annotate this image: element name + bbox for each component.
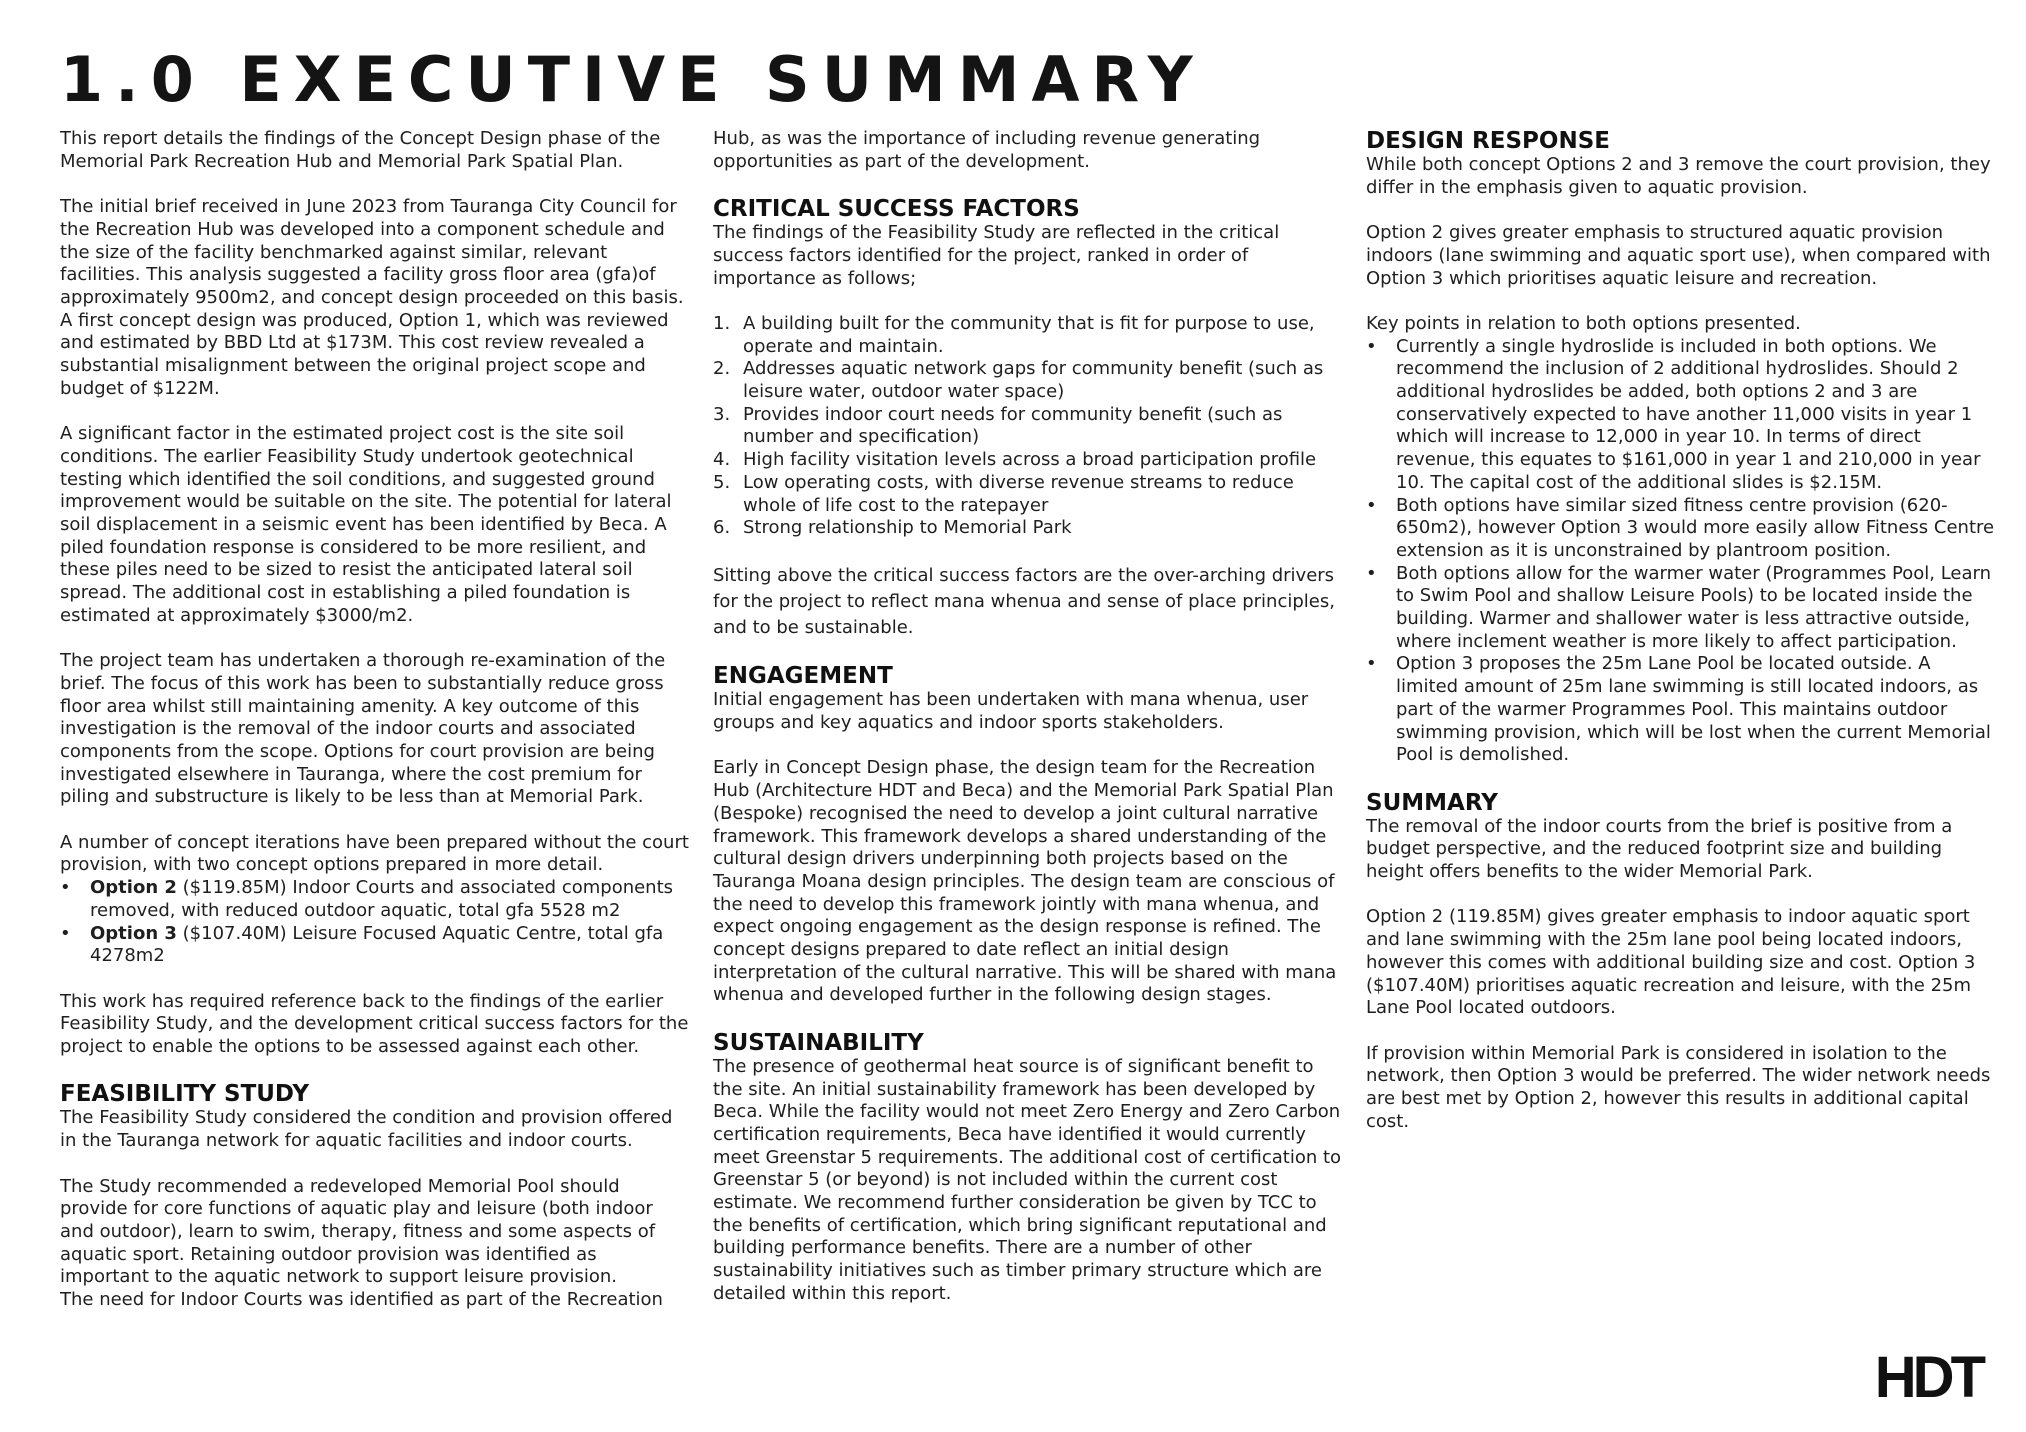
list-text: Provides indoor court needs for community benefit (such as number and specification) xyxy=(743,403,1283,448)
brief-paragraph: The initial brief received in June 2023 from Tauranga City Council for the Recreation Hub was developed into a component schedule and the size of the facility benchmarked against similar, relevant facilities. This analysis suggested a facility gross floor area (gfa)of approximately 9500m2, and concept design proceeded on this basis. A first concept design was produced, Option 1, which was reviewed and estimated by BBD Ltd at $173M. This cost review revealed a substantial misalignment between the original project scope and budget of $122M. xyxy=(60,196,684,399)
column-3 xyxy=(1366,128,1996,1156)
list-item xyxy=(60,877,690,922)
list-text: Option 3 proposes the 25m Lane Pool be located outside. A limited amount of 25m lane swimming is still located indoors, as part of the warmer Programmes Pool. This maintains outdoor swimming provision, which will be lost when the current Memorial Pool is demolished. xyxy=(1396,653,1991,766)
list-item xyxy=(1366,653,1996,767)
reexamination-paragraph: The project team has undertaken a thorough re-examination of the brief. The focus of this work has been to substantially reduce gross floor area whilst still maintaining amenity. A key outcome of this investigation is the removal of the indoor courts and associated components from the scope. Options for court provision are being investigated elsewhere in Tauranga, where the cost premium for piling and substructure is likely to be less than at Memorial Park. xyxy=(60,650,666,808)
cultural-paragraph: Early in Concept Design phase, the design team for the Recreation Hub (Architecture HDT and Beca) and the Memorial Park Spatial Plan (Bespoke) recognised the need to develop a joint cultural narrative framework. This framework develops a shared understanding of the cultural design drivers underpinning both projects based on the Tauranga Moana design principles. The design team are conscious of the need to develop this framework jointly with mana whenua, and expect ongoing engagement as the design response is refined. The concept designs prepared to date reflect an initial design interpretation of the cultural narrative. This will be shared with mana whenua and developed further in the following design stages. xyxy=(713,757,1337,1006)
option-text: ($107.40M) Leisure Focused Aquatic Centre, total gfa 4278m2 xyxy=(90,922,664,967)
list-item xyxy=(713,472,1343,517)
list-number: 6. xyxy=(713,517,731,539)
list-text: High facility visitation levels across a broad participation profile xyxy=(743,449,1317,471)
list-text: Addresses aquatic network gaps for community benefit (such as leisure water, outdoor water space) xyxy=(743,358,1324,402)
option-label: Option 3 xyxy=(90,922,177,944)
bullet-icon: • xyxy=(60,922,71,944)
sustainability-heading: SUSTAINABILITY xyxy=(713,1029,924,1056)
engagement-paragraph: Initial engagement has been undertaken with mana whenua, user groups and key aquatics and indoor sports stakeholders. xyxy=(713,689,1309,733)
feasibility-paragraph: The Feasibility Study considered the condition and provision offered in the Tauranga network for aquatic facilities and indoor courts. xyxy=(60,1107,673,1152)
bullet-icon: • xyxy=(1366,562,1377,584)
bullet-icon: • xyxy=(60,877,71,899)
list-number: 3. xyxy=(713,403,731,425)
list-text: Both options have similar sized fitness centre provision (620-650m2), however Option 3 would more easily allow Fitness Centre extension as it is unconstrained by plantroom position. xyxy=(1396,494,1995,561)
drivers-paragraph: Sitting above the critical success factors are the over-arching drivers for the project to reflect mana whenua and sense of place principles, and to be sustainable. xyxy=(713,564,1335,638)
key-points-paragraph: Key points in relation to both options presented. xyxy=(1366,312,1801,334)
study-paragraph: The Study recommended a redeveloped Memorial Pool should provide for core functions of aquatic play and leisure (both indoor and outdoor), learn to swim, therapy, fitness and some aspects of aquatic sport. Retaining outdoor provision was identified as important to the aquatic network to support leisure provision. xyxy=(60,1175,656,1288)
option-comparison-paragraph: Option 2 (119.85M) gives greater emphasis to indoor aquatic sport and lane swimming with the 25m lane pool being located indoors, however this comes with additional building size and cost. Option 3 ($107.40M) prioritises aquatic recreation and leisure, with the 25m Lane Pool located outdoors. xyxy=(1366,906,1976,1019)
page-title: 1.0 EXECUTIVE SUMMARY xyxy=(60,43,1205,116)
list-text: Both options allow for the warmer water (Programmes Pool, Learn to Swim Pool and shallow Leisure Pools) to be located inside the building. Warmer and shallower water is less attractive outside, where inclement weather is more likely to affect participation. xyxy=(1396,562,1992,652)
soil-paragraph: A significant factor in the estimated project cost is the site soil conditions. The earlier Feasibility Study undertook geotechnical testing which identified the soil conditions, and suggested ground improvement would be suitable on the site. The potential for lateral soil displacement in a seismic event has been identified by Beca. A piled foundation response is considered to be more resilient, and these piles need to be sized to resist the anticipated lateral soil spread. The additional cost in establishing a piled foundation is estimated at approximately $3000/m2. xyxy=(60,423,672,626)
key-points-list xyxy=(1366,336,1996,767)
list-item xyxy=(713,449,1343,472)
summary-paragraph: The removal of the indoor courts from the brief is positive from a budget perspective, and the reduced footprint size and building height offers benefits to the wider Memorial Park. xyxy=(1366,815,1953,883)
network-paragraph: If provision within Memorial Park is considered in isolation to the network, then Option 3 would be preferred. The wider network needs are best met by Option 2, however this results in additional capital cost. xyxy=(1366,1042,1991,1132)
hdt-logo: HDT xyxy=(1874,1345,1982,1410)
list-item xyxy=(1366,563,1996,654)
list-item xyxy=(713,358,1343,403)
list-text: Strong relationship to Memorial Park xyxy=(743,517,1072,539)
list-item xyxy=(713,517,1343,540)
list-item xyxy=(1366,336,1996,495)
design-response-paragraph: While both concept Options 2 and 3 remove the court provision, they differ in the emphasis given to aquatic provision. xyxy=(1366,154,1991,198)
bullet-icon: • xyxy=(1366,653,1377,675)
bullet-icon: • xyxy=(1366,335,1377,357)
column-1 xyxy=(60,128,690,1334)
concept-iterations-paragraph: A number of concept iterations have been prepared without the court provision, with two concept options prepared in more detail. xyxy=(60,831,689,876)
sustainability-paragraph: The presence of geothermal heat source is of significant benefit to the site. An initial sustainability framework has been developed by Beca. While the facility would not meet Zero Energy and Zero Carbon certification requirements, Beca have identified it would currently meet Greenstar 5 requirements. The additional cost of certification to Greenstar 5 (or beyond) is not included within the current cost estimate. We recommend further consideration be given by TCC to the benefits of certification, which bring significant reputational and building performance benefits. There are a number of other sustainability initiatives such as timber primary structure which are detailed within this report. xyxy=(713,1055,1342,1304)
feasibility-heading: FEASIBILITY STUDY xyxy=(60,1081,310,1108)
option-emphasis-paragraph: Option 2 gives greater emphasis to structured aquatic provision indoors (lane swimming and aquatic sport use), when compared with Option 3 which prioritises aquatic leisure and recreation. xyxy=(1366,222,1991,289)
list-number: 4. xyxy=(713,449,731,471)
summary-heading: SUMMARY xyxy=(1366,789,1498,816)
design-response-heading: DESIGN RESPONSE xyxy=(1366,128,1610,154)
list-number: 5. xyxy=(713,471,731,493)
csf-list xyxy=(713,313,1343,540)
courts-paragraph: The need for Indoor Courts was identified as part of the Recreation xyxy=(60,1289,663,1311)
list-item xyxy=(713,404,1343,449)
option-text: ($119.85M) Indoor Courts and associated components removed, with reduced outdoor aquatic, total gfa 5528 m2 xyxy=(90,877,674,921)
list-text: A building built for the community that is fit for purpose to use, operate and maintain. xyxy=(743,312,1315,357)
list-number: 2. xyxy=(713,358,731,380)
list-item xyxy=(60,923,690,968)
engagement-heading: ENGAGEMENT xyxy=(713,663,893,690)
column-2 xyxy=(713,128,1343,1328)
list-item xyxy=(1366,495,1996,563)
bullet-icon: • xyxy=(1366,494,1377,516)
reference-paragraph: This work has required reference back to the findings of the earlier Feasibility Study, and the development critical success factors for the project to enable the options to be assessed against each other. xyxy=(60,990,689,1058)
continuation-paragraph: Hub, as was the importance of including revenue generating opportunities as part of the development. xyxy=(713,128,1261,172)
csf-intro-paragraph: The findings of the Feasibility Study are reflected in the critical success factors identified for the project, ranked in order of importance as follows; xyxy=(713,222,1280,289)
csf-heading: CRITICAL SUCCESS FACTORS xyxy=(713,196,1080,223)
options-list xyxy=(60,877,690,968)
list-text: Currently a single hydroslide is included in both options. We recommend the inclusion of 2 additional hydroslides. Should 2 additional hydroslides be added, both options 2 and 3 are conservatively expected to have another 11,000 visits in year 1 which will increase to 12,000 in year 10. In terms of direct revenue, this equates to $161,000 in year 1 and 210,000 in year 10. The capital cost of the additional slides is $2.15M. xyxy=(1396,335,1981,493)
list-text: Low operating costs, with diverse revenue streams to reduce whole of life cost to the ratepayer xyxy=(743,471,1294,516)
list-number: 1. xyxy=(713,312,731,334)
option-label: Option 2 xyxy=(90,877,177,899)
list-item xyxy=(713,313,1343,358)
intro-paragraph: This report details the findings of the Concept Design phase of the Memorial Park Recreation Hub and Memorial Park Spatial Plan. xyxy=(60,128,661,172)
